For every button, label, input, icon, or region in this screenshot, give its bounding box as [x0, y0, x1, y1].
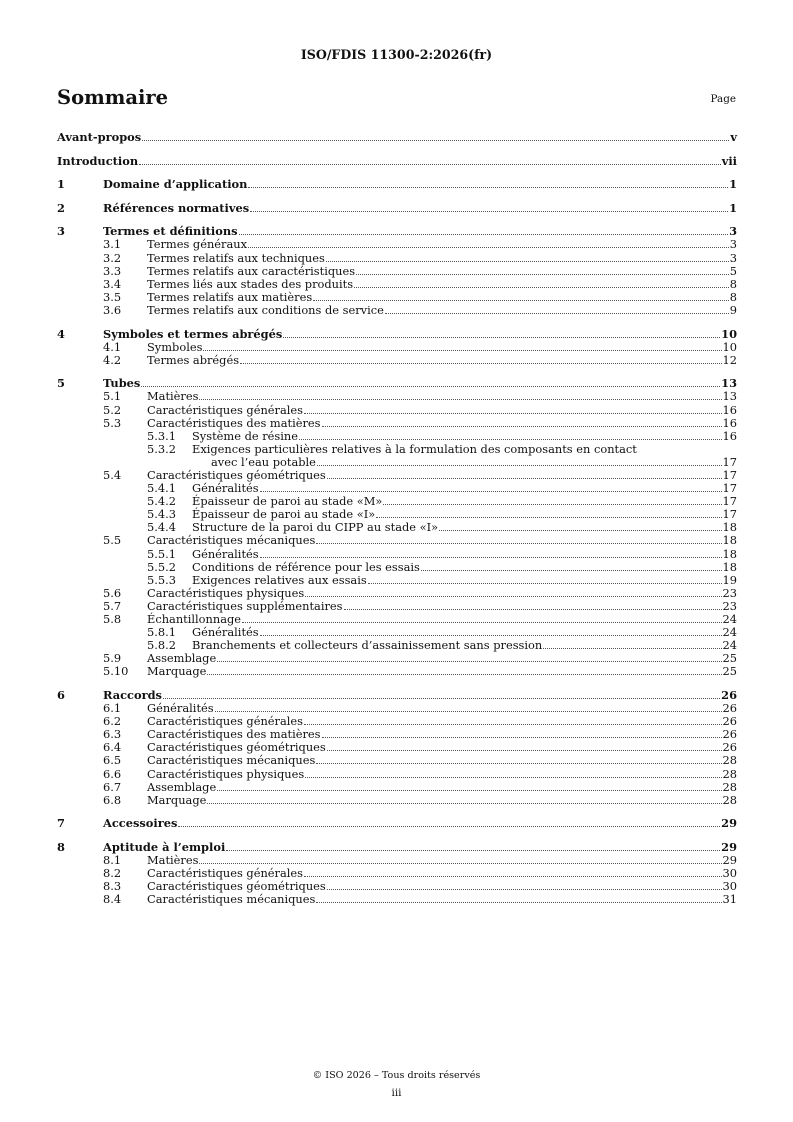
toc-entry-number: 8.4	[103, 892, 122, 907]
toc-entry-number: 1	[57, 177, 65, 192]
toc-entry-page: 18	[722, 533, 737, 548]
toc-entry-number: 5	[57, 376, 65, 391]
toc-entry-page: 28	[722, 792, 737, 807]
toc-entry-number: 5.4.3	[147, 507, 176, 522]
dot-leader	[327, 880, 722, 890]
dot-leader	[305, 587, 721, 597]
toc-entry[interactable]	[57, 341, 737, 354]
dot-leader	[203, 341, 721, 351]
toc-entry-number: 6.7	[103, 779, 122, 794]
toc-entry-label: Symboles et termes abrégés	[103, 326, 283, 341]
toc-entry-number: 6.5	[103, 753, 122, 768]
toc-entry-number: 5.3.1	[147, 428, 176, 443]
toc-entry-page: 26	[721, 687, 737, 702]
toc-entry-page: 30	[722, 879, 737, 894]
toc-entry-number: 5.10	[103, 664, 129, 679]
toc-entry-label: Termes relatifs aux caractéristiques	[147, 263, 356, 278]
toc-entry-number: 5.4	[103, 467, 122, 482]
toc-entry-page: 8	[729, 289, 737, 304]
toc-entry-label: Échantillonnage	[147, 612, 242, 626]
toc-entry-page: 19	[722, 572, 737, 587]
toc-entry-number: 8.1	[103, 853, 122, 867]
toc-entry-number: 3.6	[103, 302, 122, 317]
toc-entry-page: 23	[722, 585, 737, 600]
toc-entry-number: 4.1	[103, 339, 122, 354]
toc-entry-page: 24	[722, 625, 737, 640]
toc-entry-number: 4	[57, 326, 65, 341]
toc-entry[interactable]	[57, 768, 737, 781]
toc-entry[interactable]	[57, 304, 737, 317]
toc-entry-page: 10	[722, 339, 737, 354]
dot-leader	[326, 252, 729, 262]
toc-entry-label: Caractéristiques mécaniques	[147, 753, 316, 768]
dot-leader	[327, 741, 722, 751]
toc-entry-label-continued: avec l’eau potable	[211, 454, 316, 469]
toc-entry-number: 4.2	[103, 352, 122, 367]
toc-entry-page: 18	[722, 559, 737, 574]
toc-entry-page: 3	[729, 250, 737, 265]
toc-entry-label: Caractéristiques supplémentaires	[147, 598, 343, 613]
toc-entry-label: Caractéristiques géométriques	[147, 740, 326, 755]
toc-entry-number: 5.5.3	[147, 572, 176, 587]
toc-entry-number: 3.2	[103, 250, 122, 265]
dot-leader	[313, 291, 729, 301]
toc-entry-number: 7	[57, 816, 65, 831]
dot-leader	[178, 817, 720, 827]
dot-leader	[199, 390, 721, 400]
toc-entry-number: 6.6	[103, 766, 122, 781]
dot-leader	[356, 265, 729, 275]
dot-leader	[368, 574, 722, 584]
toc-entry[interactable]	[57, 252, 737, 265]
copyright-notice: © ISO 2026 – Tous droits réservés	[312, 1070, 481, 1081]
toc-entry-number: 5.8.2	[147, 638, 176, 653]
dot-leader	[354, 278, 729, 288]
toc-entry-label: Raccords	[103, 687, 162, 702]
toc-entry-label: Symboles	[147, 339, 203, 354]
toc-entry-number: 6.3	[103, 727, 122, 742]
toc-entry-label: Assemblage	[147, 779, 217, 794]
toc-entry-page: 31	[722, 892, 737, 907]
dot-leader	[304, 867, 721, 877]
dot-leader	[305, 768, 721, 778]
toc-entry-label: Exigences relatives aux essais	[192, 572, 367, 587]
toc-entry-page: 1	[729, 177, 737, 192]
toc-entry[interactable]	[57, 417, 737, 430]
toc-entry-label: Épaisseur de paroi au stade «I»	[192, 507, 376, 522]
toc-entry[interactable]	[57, 561, 737, 574]
toc-entry-page: 13	[721, 376, 737, 391]
dot-leader	[207, 794, 721, 804]
toc-entry-label: Matières	[147, 389, 199, 404]
toc-entry-number: 3	[57, 224, 65, 239]
toc-entry[interactable]	[57, 404, 737, 417]
toc-entry-label: Domaine d’application	[103, 177, 248, 192]
dot-leader	[376, 508, 721, 518]
toc-entry-page: 16	[722, 428, 737, 443]
toc-entry-label: Termes et définitions	[103, 224, 238, 239]
dot-leader	[322, 417, 722, 427]
dot-leader	[260, 482, 722, 492]
toc-entry-number: 2	[57, 200, 65, 215]
dot-leader	[242, 613, 721, 623]
toc-entry-label: Accessoires	[103, 816, 178, 831]
toc-entry-number: 5.8.1	[147, 625, 176, 640]
toc-entry-page: vii	[721, 153, 737, 168]
toc-entry[interactable]	[57, 354, 737, 367]
toc-entry-number: 8.2	[103, 866, 122, 881]
dot-leader	[142, 131, 729, 141]
toc-entry[interactable]	[57, 781, 737, 794]
toc-entry-label: Caractéristiques mécaniques	[147, 892, 316, 907]
dot-leader	[304, 404, 721, 414]
toc-entry-page: 10	[721, 326, 737, 341]
toc-entry-page: 29	[722, 853, 737, 867]
toc-entry-page: 24	[722, 612, 737, 626]
toc-entry-label: Épaisseur de paroi au stade «M»	[192, 494, 383, 509]
dot-leader	[139, 155, 721, 165]
toc-entry-label: Références normatives	[103, 200, 250, 215]
toc-entry-number: 8	[57, 839, 65, 854]
toc-entry-page: v	[730, 130, 737, 144]
toc-entry-number: 3.4	[103, 276, 122, 291]
toc-entry-label: Matières	[147, 853, 199, 867]
toc-entry-label: Aptitude à l’emploi	[103, 839, 226, 854]
toc-entry-label: Introduction	[57, 153, 139, 168]
toc-entry-label: Caractéristiques mécaniques	[147, 533, 316, 548]
toc-entry-page: 30	[722, 866, 737, 881]
toc-entry-label: Caractéristiques géométriques	[147, 879, 326, 894]
dot-leader	[163, 689, 720, 699]
toc-entry-label: Tubes	[103, 376, 141, 391]
page-number: iii	[391, 1087, 402, 1099]
dot-leader	[299, 430, 722, 440]
dot-leader	[383, 495, 721, 505]
toc-entry[interactable]	[57, 238, 737, 251]
toc-entry-page: 29	[721, 816, 737, 831]
toc-entry-label: Caractéristiques des matières	[147, 727, 321, 742]
toc-entry-page: 25	[722, 664, 737, 679]
page-title: Sommaire	[57, 86, 169, 109]
toc-entry-label: Caractéristiques physiques	[147, 585, 305, 600]
dot-leader	[207, 665, 721, 675]
toc-entry-number: 3.5	[103, 289, 122, 304]
toc-entry-number: 5.6	[103, 585, 122, 600]
toc-entry-label: Caractéristiques générales	[147, 402, 304, 417]
toc-entry-page: 17	[722, 454, 737, 469]
toc-entry[interactable]	[57, 390, 737, 403]
dot-leader	[316, 754, 721, 764]
dot-leader	[217, 781, 721, 791]
dot-leader	[260, 548, 722, 558]
dot-leader	[421, 561, 722, 571]
toc-entry[interactable]	[57, 291, 737, 304]
dot-leader	[248, 238, 729, 248]
toc-entry-page: 26	[722, 701, 737, 716]
toc-entry-page: 3	[729, 237, 737, 252]
toc-entry-label: Caractéristiques des matières	[147, 415, 321, 430]
dot-leader	[322, 728, 722, 738]
dot-leader	[543, 639, 721, 649]
toc-entry[interactable]	[57, 587, 737, 600]
toc-entry[interactable]	[57, 443, 737, 469]
toc-entry-label: Conditions de référence pour les essais	[192, 559, 420, 574]
toc-entry[interactable]	[57, 665, 737, 678]
dot-leader	[316, 534, 721, 544]
toc-entry-number: 6.1	[103, 701, 122, 716]
toc-entry-label: Marquage	[147, 664, 207, 679]
toc-entry-number: 5.3	[103, 415, 122, 430]
toc-entry-page: 28	[722, 766, 737, 781]
dot-leader	[327, 469, 722, 479]
toc-entry[interactable]	[57, 278, 737, 291]
toc-entry-label: Caractéristiques générales	[147, 714, 304, 729]
toc-entry[interactable]	[57, 893, 737, 906]
toc-entry-page: 25	[722, 651, 737, 666]
toc-entry-number: 5.4.4	[147, 520, 176, 535]
toc-entry-number: 6.8	[103, 792, 122, 807]
toc-entry-number: 5.7	[103, 598, 122, 613]
toc-entry-page: 17	[722, 507, 737, 522]
toc-entry-label: Caractéristiques physiques	[147, 766, 305, 781]
toc-entry[interactable]	[57, 202, 737, 215]
dot-leader	[248, 178, 728, 188]
dot-leader	[199, 854, 721, 864]
toc-entry-page: 3	[729, 224, 737, 239]
toc-entry-label: Termes relatifs aux matières	[147, 289, 313, 304]
toc-entry[interactable]	[57, 328, 737, 341]
toc-entry-number: 5.3.2	[147, 441, 176, 456]
toc-entry-number: 6.2	[103, 714, 122, 729]
dot-leader	[141, 377, 720, 387]
toc-entry[interactable]	[57, 155, 737, 168]
dot-leader	[344, 600, 722, 610]
toc-entry[interactable]	[57, 548, 737, 561]
toc-entry-label: Termes relatifs aux techniques	[147, 250, 325, 265]
toc-entry-page: 17	[722, 494, 737, 509]
dot-leader	[385, 304, 729, 314]
toc-entry-page: 26	[722, 714, 737, 729]
toc-entry-label: Assemblage	[147, 651, 217, 666]
toc-entry-number: 5.4.1	[147, 481, 176, 496]
toc-entry-number: 5.2	[103, 402, 122, 417]
toc-entry-label: Exigences particulières relatives à la formulation des composants en contact	[192, 441, 637, 456]
table-of-contents	[57, 131, 737, 906]
toc-entry-label: Généralités	[192, 546, 259, 561]
document-header: ISO/FDIS 11300-2:2026(fr)	[300, 47, 493, 62]
toc-entry-label: Termes relatifs aux conditions de service	[147, 302, 384, 317]
toc-entry-number: 6	[57, 687, 65, 702]
toc-entry-page: 18	[722, 546, 737, 561]
dot-leader	[226, 841, 720, 851]
toc-entry[interactable]	[57, 794, 737, 807]
toc-entry-number: 5.4.2	[147, 494, 176, 509]
dot-leader	[439, 521, 721, 531]
toc-entry-page: 24	[722, 638, 737, 653]
toc-entry[interactable]	[57, 534, 737, 547]
toc-entry-number: 3.1	[103, 237, 122, 252]
dot-leader	[240, 354, 721, 364]
toc-entry[interactable]	[57, 430, 737, 443]
dot-leader	[250, 202, 728, 212]
toc-entry-label: Système de résine	[192, 428, 298, 443]
toc-entry-page: 28	[722, 753, 737, 768]
toc-entry[interactable]	[57, 817, 737, 830]
toc-entry-label: Caractéristiques générales	[147, 866, 304, 881]
toc-entry-label: Marquage	[147, 792, 207, 807]
toc-entry[interactable]	[57, 178, 737, 191]
toc-entry-number: 5.5.1	[147, 546, 176, 561]
toc-entry-label: Termes généraux	[147, 237, 248, 252]
dot-leader	[316, 893, 721, 903]
toc-entry-page: 29	[721, 839, 737, 854]
toc-entry-label: Termes liés aux stades des produits	[147, 276, 354, 291]
toc-entry-page: 13	[722, 389, 737, 404]
toc-entry-label: Généralités	[147, 701, 214, 716]
dot-leader	[304, 715, 721, 725]
toc-entry-page: 18	[722, 520, 737, 535]
toc-entry-label: Caractéristiques géométriques	[147, 467, 326, 482]
toc-entry-label: Généralités	[192, 625, 259, 640]
toc-entry-page: 12	[722, 352, 737, 367]
toc-entry-page: 23	[722, 598, 737, 613]
dot-leader	[317, 456, 722, 466]
toc-entry-label: Généralités	[192, 481, 259, 496]
dot-leader	[283, 328, 720, 338]
toc-entry[interactable]	[57, 265, 737, 278]
toc-entry[interactable]	[57, 754, 737, 767]
toc-entry-label: Structure de la paroi du CIPP au stade «I»	[192, 520, 439, 535]
dot-leader	[215, 702, 722, 712]
toc-entry-page: 17	[722, 467, 737, 482]
toc-entry-number: 5.9	[103, 651, 122, 666]
toc-entry-number: 5.8	[103, 612, 122, 626]
dot-leader	[217, 652, 721, 662]
toc-entry-number: 3.3	[103, 263, 122, 278]
toc-entry-page: 5	[729, 263, 737, 278]
toc-entry-number: 5.5.2	[147, 559, 176, 574]
toc-entry-page: 28	[722, 779, 737, 794]
toc-entry-number: 6.4	[103, 740, 122, 755]
toc-entry-page: 16	[722, 415, 737, 430]
toc-entry-label: Avant-propos	[57, 130, 142, 144]
toc-entry-label: Branchements et collecteurs d’assainissement sans pression	[192, 638, 543, 653]
dot-leader	[239, 225, 729, 235]
toc-entry-page: 8	[729, 276, 737, 291]
toc-entry-page: 17	[722, 481, 737, 496]
dot-leader	[260, 626, 722, 636]
page-column-label: Page	[710, 93, 736, 105]
toc-entry[interactable]	[57, 131, 737, 144]
toc-entry-label: Termes abrégés	[147, 352, 240, 367]
toc-entry-number: 5.1	[103, 389, 122, 404]
toc-entry-number: 8.3	[103, 879, 122, 894]
toc-entry-page: 1	[729, 200, 737, 215]
toc-entry-page: 16	[722, 402, 737, 417]
toc-entry-number: 5.5	[103, 533, 122, 548]
toc-entry-page: 26	[722, 727, 737, 742]
toc-entry[interactable]	[57, 574, 737, 587]
toc-entry-page: 26	[722, 740, 737, 755]
toc-entry-page: 9	[729, 302, 737, 317]
